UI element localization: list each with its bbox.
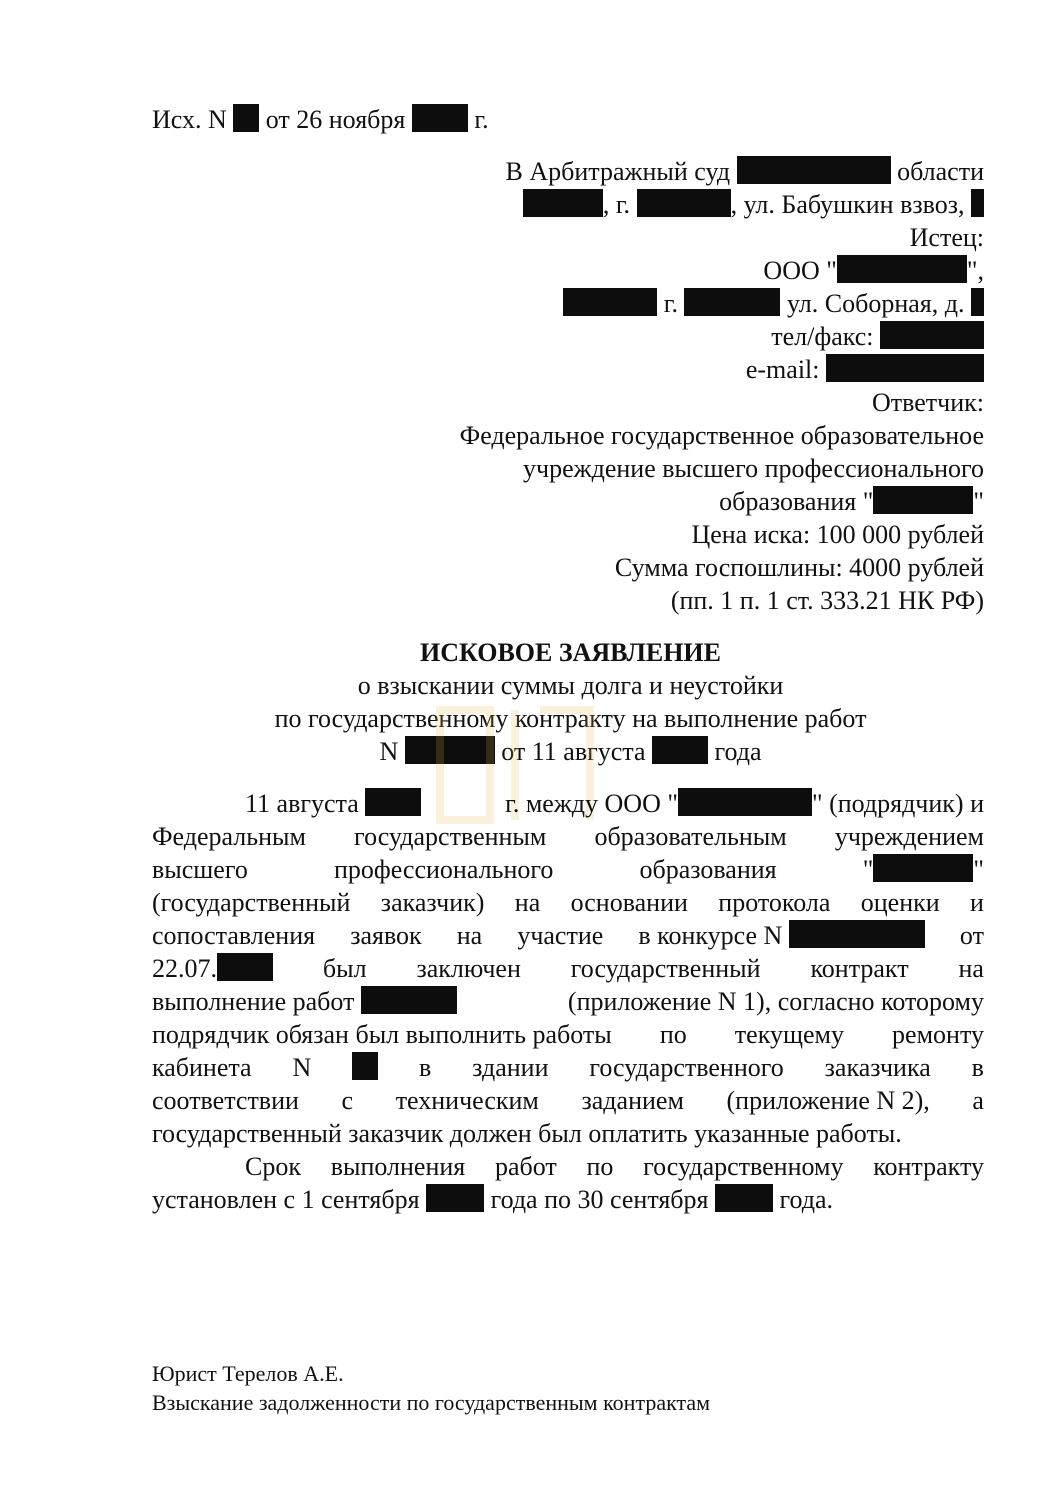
body-line-12: Срок выполнения работ по государственному контракту (245, 1152, 984, 1181)
redaction-block (352, 1052, 378, 1080)
footer-topic: Взыскание задолженности по государственным контрактам (152, 1390, 711, 1415)
body-line-8: подрядчик обязан был выполнить работы по текущему ремонту (152, 1020, 984, 1049)
redaction-block (637, 189, 731, 217)
redaction-block (873, 486, 973, 514)
court-street: , ул. Бабушкин взвоз, (730, 190, 965, 219)
plaintiff-address-line (563, 288, 984, 320)
redaction-block (233, 104, 259, 132)
defendant-line-3-suffix: " (973, 487, 984, 516)
claim-price: Цена иска: 100 000 рублей (691, 520, 984, 549)
defendant-line-3 (719, 486, 984, 518)
body-line-11: государственный заказчик должен был оплатить указанные работы. (152, 1119, 902, 1148)
fee-basis: (пп. 1 п. 1 ст. 333.21 НК РФ) (670, 586, 984, 615)
court-city: , г. (602, 190, 631, 219)
plaintiff-label: Истец: (909, 223, 984, 252)
redaction-block (523, 189, 603, 217)
defendant-line-2: учреждение высшего профессионального (523, 454, 984, 483)
plaintiff-city: г. (663, 289, 678, 318)
redaction-block (365, 788, 421, 816)
plaintiff-email-line (746, 354, 984, 386)
body-line-10: соответствии с техническим заданием (приложение N 2), а (152, 1086, 984, 1115)
redaction-block (412, 104, 468, 132)
state-fee: Сумма госпошлины: 4000 рублей (614, 553, 984, 582)
body-line-6: 22.07. был заключен государственный контракт на (152, 954, 984, 983)
redaction-block (652, 736, 708, 764)
defendant-label: Ответчик: (871, 388, 984, 417)
court-address-line (523, 189, 984, 221)
plaintiff-email-label: e-mail: (745, 355, 820, 384)
redaction-block (837, 255, 967, 283)
ref-suffix: г. (474, 105, 489, 134)
body-line-4: (государственный заказчик) на основании протокола оценки и (152, 888, 984, 917)
court-prefix: В Арбитражный суд (505, 157, 731, 186)
redaction-block (361, 986, 457, 1014)
plaintiff-phone-line (771, 321, 984, 353)
ref-prefix: Исх. N (152, 105, 227, 134)
defendant-line-1: Федеральное государственное образовательное (459, 421, 984, 450)
body-line-13: установлен с 1 сентября года по 30 сентября года. (152, 1185, 834, 1214)
document-title: ИСКОВОЕ ЗАЯВЛЕНИЕ (420, 638, 721, 667)
redaction-block (789, 920, 925, 948)
redaction-block (880, 321, 984, 349)
plaintiff-street: ул. Соборная, д. (786, 289, 965, 318)
plaintiff-name-line (763, 255, 984, 287)
redaction-block (678, 788, 812, 816)
redaction-block (426, 1184, 484, 1212)
subtitle-3-suffix: года (714, 737, 762, 766)
document-subtitle-1: о взыскании суммы долга и неустойки (357, 671, 784, 700)
body-line-7: выполнение работ (приложение N 1), согласно которому (152, 987, 984, 1016)
body-line-1: 11 августа г. между ООО " " (подрядчик) и (245, 789, 984, 818)
court-suffix: области (897, 157, 984, 186)
court-line (506, 156, 984, 188)
subtitle-3-mid: от 11 августа (501, 737, 646, 766)
body-line-5: сопоставления заявок на участие в конкурсе N от (152, 921, 984, 950)
redaction-block (563, 288, 657, 316)
plaintiff-name-suffix: ", (966, 256, 984, 285)
redaction-block (971, 288, 984, 316)
redaction-block (217, 953, 273, 981)
document-subtitle-2: по государственному контракту на выполнение работ (274, 704, 867, 733)
defendant-line-3-prefix: образования " (719, 487, 874, 516)
body-line-9: кабинета N в здании государственного заказчика в (152, 1053, 984, 1082)
body-line-2: Федеральным государственным образовательным учреждением (152, 822, 984, 851)
redaction-block (737, 156, 891, 184)
ref-date: от 26 ноября (265, 105, 406, 134)
redaction-block (715, 1184, 773, 1212)
body-line-3: высшего профессионального образования " " (152, 855, 984, 884)
redaction-block (826, 354, 984, 382)
plaintiff-name-prefix: ООО " (763, 256, 837, 285)
subtitle-3-prefix: N (379, 737, 399, 766)
redaction-block (971, 189, 984, 217)
redaction-block (684, 288, 780, 316)
redaction-block (873, 854, 973, 882)
footer-author: Юрист Терелов А.Е. (152, 1361, 344, 1386)
reference-line (152, 104, 489, 136)
plaintiff-phone-label: тел/факс: (771, 322, 874, 351)
